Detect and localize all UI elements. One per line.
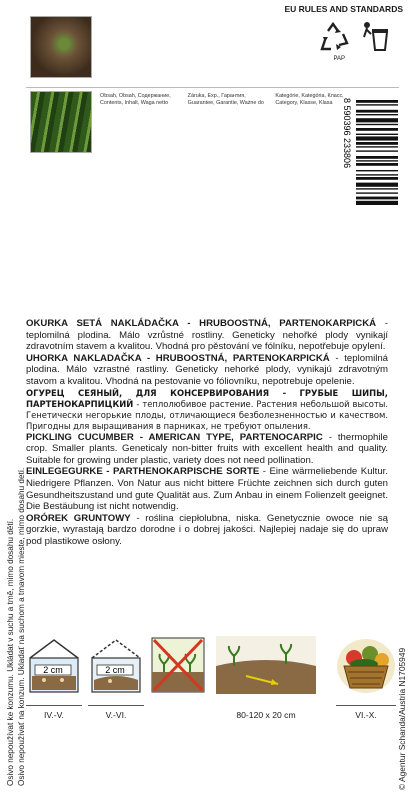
harvest-icon [336,636,396,694]
barcode [340,94,400,244]
barcode-number: 8 590396 233806 [342,98,352,169]
agentur-vertical [397,500,409,790]
desc-en-title: PICKLING CUCUMBER - AMERICAN TYPE, PARTENOCARPIC [26,431,323,443]
divider [26,87,399,88]
eu-rules-title: EU RULES AND STANDARDS [284,4,403,14]
no-transplant-icon [150,636,206,694]
desc-cz-title: UHORKA NAKLADAČKA - HRUBOOSTNÁ, PARTENOKARPICKÁ [26,352,330,364]
desc-pl [26,513,388,548]
desc-en-body: - thermophile crop. Smaller plants. Geneticaly non-bitter fruits with excellent health and quality. Suitable for growing under plastic, variety does not need pollination. [26,431,388,466]
sow-depth-2: 2 cm [105,665,125,675]
sow-greenhouse-icon [88,636,144,694]
desc-sk [26,318,388,353]
storage-note-text-2: Osivo nepoužívať na konzum. Ukladať na suchom a tmavom mieste, mimo dosahu detí. [17,467,26,786]
litter-bin-icon [359,20,391,54]
sow-indoor-icon [26,636,82,694]
agentur-text: © Agentur Schanda/Austria N1705949 [397,647,407,790]
desc-cz-body: - teplomilná plodina. Málo vzrastné rastliny. Geneticky nehorké plody, vynikajú zdravotným stavom a kvalitou. Vhodná na pestovanie vo fóliovníku, nepotrebuje opelenie. [26,352,388,387]
spacing-icon [216,636,316,694]
sow-depth-1: 2 cm [43,665,63,675]
storage-note-vertical-2 [14,6,26,786]
info-col-1-line-2: Contents, Inhalt, Waga netto [100,100,169,106]
timeline-line-3 [336,705,396,706]
info-col-2-line-2: Guarantee, Garantie, Ważne do [187,100,264,106]
pap-label: PAP [333,56,345,62]
description-block [26,318,388,548]
timeline-line-1 [26,705,82,706]
info-col-2-line-1: Záruka, Exp., Гарантия, [187,93,246,99]
desc-sk-title: OKURKA SETÁ NAKLÁDAČKA - HRUBOOSTNÁ, PARTENOKARPICKÁ [26,318,377,329]
plant-spacing-label: 80-120 x 20 cm [236,710,296,720]
info-col-1 [100,93,178,107]
desc-pl-title: ORÓREK GRUNTOWY [26,512,131,524]
cucumber-photo [30,91,92,153]
desc-de-body: - Eine wärmeliebende Kultur. Niedrigere Pflanzen. Von Natur aus nicht bittere Früchte zeichnen sich durch guten Gesundheitszustand und gute Qualität aus. Zum Anbau in einem Folienzelt geeignet. Die Bestäubung ist nicht notwendig. [26,466,388,513]
planting-icons [26,636,396,720]
storage-note-text: Osivo nepoužívat ke konzumu. Ukládat v suchu a tmě, mimo dosahu dětí. [6,518,15,786]
timeline-line-2 [88,705,144,706]
seedling-photo [30,16,92,78]
info-col-3-line-1: Kategórie, Kategória, Класс, [275,93,344,99]
desc-en [26,432,388,467]
desc-de-title: EINLEGEGURKE - PARTHENOKARPISCHE SORTE [26,466,260,478]
desc-cz [26,353,388,388]
recycle-icon [317,20,351,54]
sow-greenhouse-period: V.-VI. [105,710,127,720]
desc-ru-title: ОГУРЕЦ СЕЯНЫЙ, ДЛЯ КОНСЕРВИРОВАНИЯ - ГРУБЫЕ ШИПЫ, ПАРТЕНОКАРПИЦКИЙ [26,387,388,409]
info-col-2 [188,93,266,107]
info-col-3-line-2: Category, Klasse, Klasa [275,100,333,106]
desc-ru-body: - теплолюбивое растение. Растения небольшой высоты. Генетически негорькие плоды, отличающиеся безболезненностью и качеством. Пригодны для выращивания в парниках, не требуют опыления. [26,398,388,431]
desc-sk-body: - teplomilná plodina. Málo vzrůstné rostliny. Geneticky nehořké plody vynikají zdravotním stavem a kvalitou. Vhodná pro pěstování ve fólníku, nepotřebuje opylení. [26,318,388,353]
desc-pl-body: - roślina ciepłolubna, niska. Genetycznie owoce nie są gorzkie, wyrastają bardzo dorodne i o dobrej jakości. Najlepiej nadaje się do upraw pod plastikowe osłony. [26,512,388,547]
desc-ru [26,388,388,432]
info-col-1-line-1: Obsah, Obsah, Содержание, [100,93,171,99]
harvest-period: VI.-X. [355,710,377,720]
desc-de [26,466,388,512]
packet-info-columns [100,93,353,107]
sow-indoor-period: IV.-V. [44,710,64,720]
